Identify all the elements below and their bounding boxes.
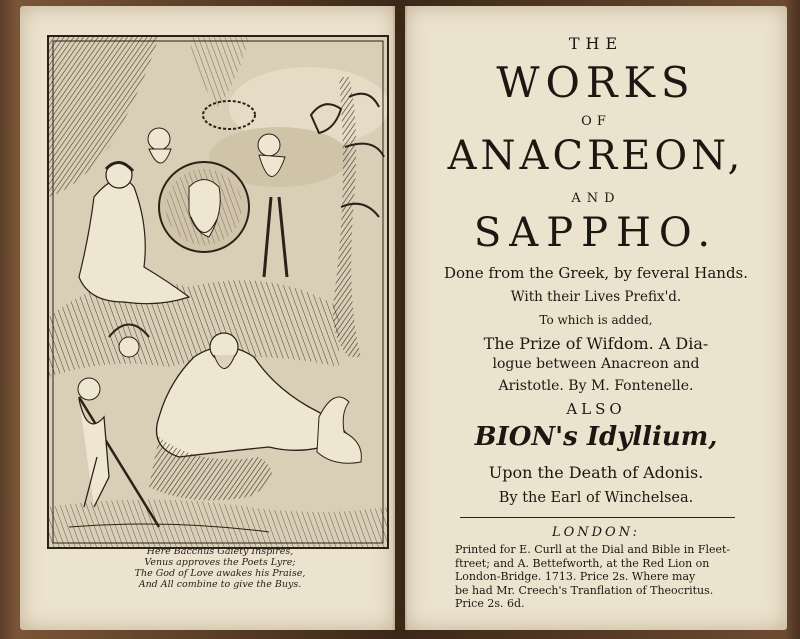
imprint-line: London-Bridge. 1713. Price 2s. Where may	[455, 570, 696, 583]
title-bion: BION's Idyllium,	[474, 422, 718, 452]
subtitle-dialogue: logue between Anacreon and	[492, 356, 700, 372]
imprint-line: ftreet; and A. Bettefworth, at the Red Lion on	[455, 556, 710, 570]
subtitle-done-from-greek: Done from the Greek, by feveral Hands.	[443, 264, 749, 282]
imprint-line: Price 2s. 6d.	[455, 597, 525, 610]
title-works: WORKS	[496, 58, 696, 107]
caption-line: Here Bacchus Gaiety Inspires,	[146, 546, 294, 557]
imprint-block	[455, 543, 755, 611]
caption-line: Venus approves the Poets Lyre;	[144, 557, 296, 568]
imprint-place: LONDON:	[551, 525, 641, 540]
caption-line: The God of Love awakes his Praise,	[134, 568, 306, 579]
subtitle-prize: The Prize of Wifdom. A Dia-	[483, 334, 709, 353]
title-sappho: SAPPHO.	[473, 210, 719, 256]
subtitle-earl: By the Earl of Winchelsea.	[498, 490, 694, 506]
title-of: OF	[581, 114, 611, 129]
engraving-illustration	[49, 37, 387, 547]
title-rule	[460, 517, 735, 518]
caption-line: And All combine to give the Buys.	[138, 579, 302, 590]
subtitle-added: To which is added,	[539, 313, 653, 327]
title-the: THE	[568, 34, 624, 53]
title-page	[405, 6, 787, 630]
frontispiece-caption	[70, 546, 370, 590]
imprint-line: Printed for E. Curll at the Dial and Bible in Fleet-	[455, 543, 731, 556]
subtitle-lives: With their Lives Prefix'd.	[510, 289, 682, 305]
imprint-line: be had Mr. Creech's Tranflation of Theocritus.	[455, 583, 714, 597]
frontispiece-engraving	[47, 35, 389, 549]
subtitle-also: ALSO	[566, 400, 626, 418]
subtitle-upon: Upon the Death of Adonis.	[488, 463, 704, 482]
title-and: AND	[571, 191, 621, 206]
subtitle-aristotle: Aristotle. By M. Fontenelle.	[498, 378, 694, 394]
title-anacreon: ANACREON,	[447, 133, 745, 179]
